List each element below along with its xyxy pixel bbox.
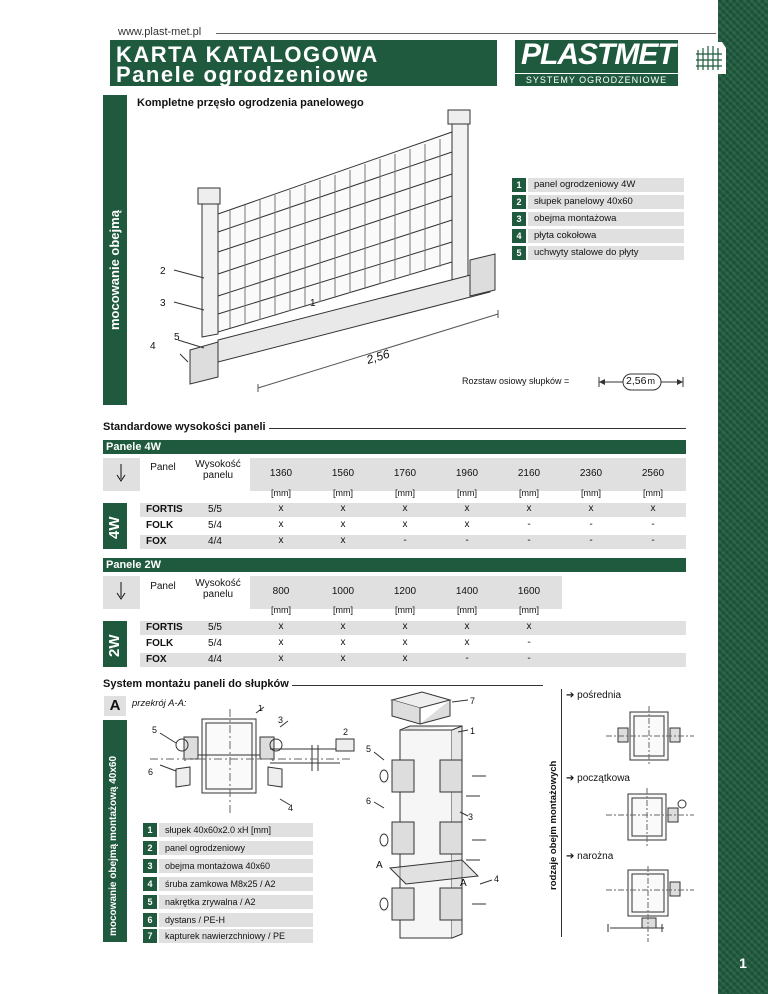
fence-logo-icon [688, 40, 728, 80]
height-header: Wysokość panelu [195, 459, 241, 481]
clamp-start-drawing [604, 788, 696, 846]
unit-label: [mm] [271, 488, 291, 498]
availability-cell: - [527, 535, 531, 546]
panel-name: FORTIS [146, 622, 183, 633]
availability-cell: - [589, 535, 593, 546]
availability-cell: x [464, 519, 470, 530]
tag-4w-label: 4W [106, 516, 123, 539]
legend-row: 2 słupek panelowy 40x60 [512, 195, 684, 209]
tag-4w [103, 503, 127, 549]
size-header: 1560 [331, 468, 355, 479]
availability-cell: - [589, 519, 593, 530]
availability-cell: x [650, 503, 656, 514]
availability-cell: x [526, 621, 532, 632]
size-header: 800 [272, 586, 290, 597]
availability-cell: x [464, 637, 470, 648]
wire-spec: 4/4 [208, 654, 222, 665]
cross-section-label: przekrój A-A: [132, 698, 187, 709]
side-band-clamp [103, 720, 127, 942]
callout-left: 6 [148, 767, 154, 777]
availability-cell: x [402, 653, 408, 664]
availability-cell: x [526, 503, 532, 514]
right-decorative-bar [718, 0, 768, 994]
unit-label: [mm] [581, 488, 601, 498]
availability-cell: x [340, 653, 346, 664]
legend-row: 1 panel ogrodzeniowy 4W [512, 178, 684, 192]
availability-cell: x [278, 503, 284, 514]
size-header: 1400 [455, 586, 479, 597]
availability-cell: x [340, 637, 346, 648]
unit-label: [mm] [333, 605, 353, 615]
part-row: 5 nakrętka zrywalna / A2 [143, 895, 313, 909]
section1-subtitle: Kompletne przęsło ogrodzenia panelowego [137, 97, 364, 109]
availability-cell: x [402, 621, 408, 632]
wire-spec: 5/4 [208, 520, 222, 531]
wire-spec: 5/4 [208, 638, 222, 649]
size-header: 1000 [331, 586, 355, 597]
fence-drawing [130, 92, 510, 402]
height-header: Wysokość panelu [195, 578, 241, 600]
part-row: 7 kapturek nawierzchniowy / PE [143, 929, 313, 943]
callout-middle: 5 [366, 744, 372, 754]
types-divider [561, 689, 562, 937]
arrow-down-icon [114, 581, 128, 601]
title-line2: Panele ogrodzeniowe [116, 62, 370, 87]
header-rule [216, 33, 716, 34]
section-letter: A [104, 696, 126, 716]
page-number: 1 [739, 955, 747, 971]
size-header: 1760 [393, 468, 417, 479]
types-label: rodzaje obejm montażowych [548, 760, 559, 890]
part-row: 2 panel ogrodzeniowy [143, 841, 313, 855]
cut-mark: A [460, 878, 467, 889]
clamp-corner-drawing [604, 866, 696, 942]
logo-text: PLASTMET [521, 38, 675, 71]
callout-middle: 7 [470, 696, 476, 706]
availability-cell: x [278, 621, 284, 632]
callout-middle: 6 [366, 796, 372, 806]
side-label-mounting: mocowanie obejmą [107, 210, 122, 330]
unit-label: [mm] [457, 488, 477, 498]
side-label-clamp: mocowanie obejmą montażową 40x60 [108, 755, 119, 936]
part-row: 1 słupek 40x60x2.0 xH [mm] [143, 823, 313, 837]
cut-mark: A [376, 860, 383, 871]
cross-section-drawing [140, 705, 370, 817]
size-header: 2560 [641, 468, 665, 479]
size-header: 1200 [393, 586, 417, 597]
availability-cell: - [651, 519, 655, 530]
availability-cell: x [402, 637, 408, 648]
size-header: 1600 [517, 586, 541, 597]
legend-row: 5 uchwyty stalowe do płyty [512, 246, 684, 260]
size-header: 2160 [517, 468, 541, 479]
availability-cell: x [588, 503, 594, 514]
types-label-wrap [548, 690, 560, 940]
exploded-post-drawing [362, 690, 522, 940]
type-start: ➔ początkowa [566, 773, 630, 784]
availability-cell: x [464, 503, 470, 514]
unit-label: [mm] [519, 488, 539, 498]
type-corner: ➔ narożna [566, 851, 614, 862]
availability-cell: - [527, 637, 531, 648]
callout-3: 3 [160, 298, 166, 309]
title-box [110, 40, 497, 86]
availability-cell: - [403, 535, 407, 546]
unit-label: [mm] [333, 488, 353, 498]
wire-spec: 5/5 [208, 622, 222, 633]
callout-left: 2 [343, 727, 349, 737]
availability-cell: x [402, 503, 408, 514]
unit-label: [mm] [643, 488, 663, 498]
side-band-mounting [103, 95, 127, 405]
unit-label: [mm] [457, 605, 477, 615]
size-header: 1960 [455, 468, 479, 479]
callout-4: 4 [150, 341, 156, 352]
callout-middle: 4 [494, 874, 500, 884]
callout-2: 2 [160, 266, 166, 277]
unit-label: [mm] [271, 605, 291, 615]
spacing-value: 2,56m [626, 375, 655, 387]
panel-header: Panel [150, 462, 176, 473]
availability-cell: - [651, 535, 655, 546]
callout-1: 1 [310, 298, 316, 309]
part-row: 4 śruba zamkowa M8x25 / A2 [143, 877, 313, 891]
wire-spec: 4/4 [208, 536, 222, 547]
availability-cell: x [278, 637, 284, 648]
availability-cell: x [340, 535, 346, 546]
availability-cell: x [278, 535, 284, 546]
panels-4w-bar: Panele 4W [103, 440, 686, 454]
clamp-intermediate-drawing [604, 706, 696, 766]
availability-cell: x [340, 519, 346, 530]
unit-label: [mm] [519, 605, 539, 615]
availability-cell: - [527, 653, 531, 664]
callout-5: 5 [174, 332, 180, 343]
tag-2w-label: 2W [106, 634, 123, 657]
part-row: 6 dystans / PE-H [143, 913, 313, 927]
callout-middle: 3 [468, 812, 474, 822]
title-line1: KARTA KATALOGOWA [116, 42, 379, 67]
panel-name: FOLK [146, 520, 174, 531]
brand-logo [515, 40, 678, 86]
logo-subtitle: SYSTEMY OGRODZENIOWE [515, 73, 678, 85]
availability-cell: - [465, 535, 469, 546]
availability-cell: - [465, 653, 469, 664]
panel-name: FORTIS [146, 504, 183, 515]
panel-name: FOX [146, 536, 167, 547]
type-intermediate: ➔ pośrednia [566, 690, 622, 701]
availability-cell: - [527, 519, 531, 530]
callout-left: 3 [278, 715, 284, 725]
availability-cell: x [464, 621, 470, 632]
callout-left: 4 [288, 803, 294, 813]
mounting-title: System montażu paneli do słupków [103, 678, 292, 690]
dimension-label: 2,56 [364, 346, 392, 367]
callout-middle: 1 [470, 726, 476, 736]
part-row: 3 obejma montażowa 40x60 [143, 859, 313, 873]
panel-name: FOX [146, 654, 167, 665]
legend-row: 3 obejma montażowa [512, 212, 684, 226]
callout-left: 5 [152, 725, 158, 735]
website-url[interactable]: www.plast-met.pl [118, 26, 202, 38]
spacing-label: Rozstaw osiowy słupków = [462, 376, 570, 386]
size-header: 2360 [579, 468, 603, 479]
callout-left: 1 [258, 705, 264, 713]
arrow-down-icon [114, 463, 128, 483]
availability-cell: x [278, 653, 284, 664]
panel-header: Panel [150, 581, 176, 592]
panel-name: FOLK [146, 638, 174, 649]
availability-cell: x [340, 503, 346, 514]
unit-label: [mm] [395, 605, 415, 615]
heights-title: Standardowe wysokości paneli [103, 421, 269, 433]
panels-2w-bar: Panele 2W [103, 558, 686, 572]
size-header: 1360 [269, 468, 293, 479]
legend-row: 4 płyta cokołowa [512, 229, 684, 243]
availability-cell: x [278, 519, 284, 530]
availability-cell: x [402, 519, 408, 530]
availability-cell: x [340, 621, 346, 632]
wire-spec: 5/5 [208, 504, 222, 515]
tag-2w [103, 621, 127, 667]
unit-label: [mm] [395, 488, 415, 498]
